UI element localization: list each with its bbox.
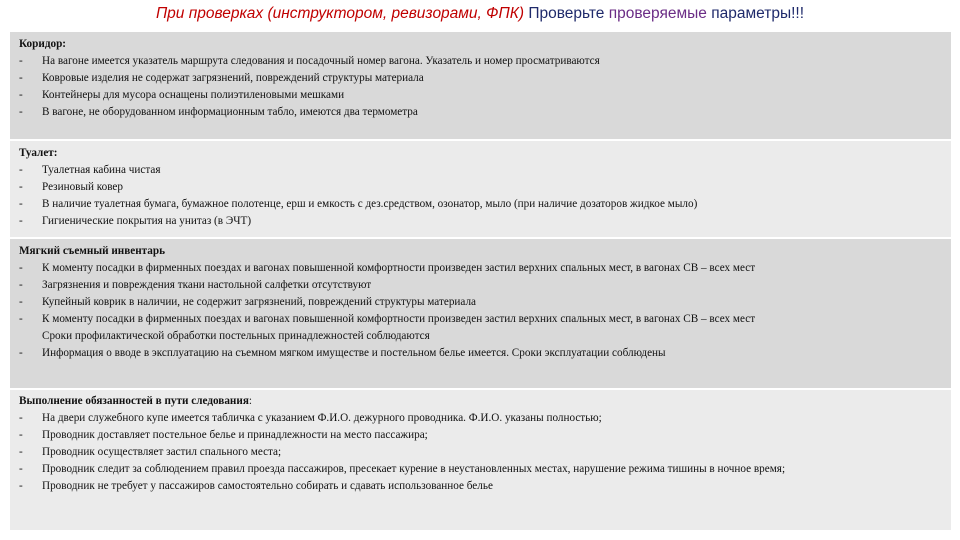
list-item: - На вагоне имеется указатель маршрута следования и посадочный номер вагона. Указатель и номер просматриваются [19, 53, 943, 70]
bullet-dash: - [19, 296, 23, 308]
section-title: Мягкий съемный инвентарь [19, 245, 166, 257]
bullet-dash: - [19, 89, 23, 101]
list-item: - Резиновый ковер [19, 179, 943, 196]
list-item: - К моменту посадки в фирменных поездах и вагонах повышенной комфортности произведен застил верхних спальных мест, в вагонах СВ – всех мест Сроки профилактической обработки постельных принадлежностей соблюдаются [19, 311, 943, 345]
list-item-continuation: Сроки профилактической обработки постельных принадлежностей соблюдаются [42, 330, 430, 342]
list-item: - Проводник осуществляет застил спального места; [19, 444, 943, 461]
bullet-dash: - [19, 429, 23, 441]
title-params-part: параметры!!! [706, 5, 805, 22]
bullet-dash: - [19, 215, 23, 227]
section-soft-inventory [10, 239, 951, 388]
bullet-dash: - [19, 55, 23, 67]
list-item: - К моменту посадки в фирменных поездах и вагонах повышенной комфортности произведен застил верхних спальных мест, в вагонах СВ – всех мест [19, 260, 943, 277]
bullet-dash: - [19, 262, 23, 274]
list-item: - На двери служебного купе имеется табличка с указанием Ф.И.О. дежурного проводника. Ф.И.О. указаны полностью; [19, 410, 943, 427]
section-corridor [10, 32, 951, 139]
list-item: - Туалетная кабина чистая [19, 162, 943, 179]
list-item: - Купейный коврик в наличии, не содержит загрязнений, повреждений структуры материала [19, 294, 943, 311]
list-item: - Проводник не требует у пассажиров самостоятельно собирать и сдавать использованное белье [19, 478, 943, 495]
bullet-dash: - [19, 446, 23, 458]
section-title: Выполнение обязанностей в пути следования: [19, 395, 252, 407]
section-toilet [10, 141, 951, 237]
bullet-dash: - [19, 164, 23, 176]
bullet-dash: - [19, 279, 23, 291]
bullet-dash: - [19, 463, 23, 475]
section-title: Коридор: [19, 38, 67, 50]
list-item: - Гигиенические покрытия на унитаз (в ЭЧТ) [19, 213, 943, 230]
bullet-dash: - [19, 181, 23, 193]
bullet-dash: - [19, 480, 23, 492]
list-item: - В наличие туалетная бумага, бумажное полотенце, ерш и емкость с дез.средством, озонатор, мыло (при наличие дозаторов жидкое мыло) [19, 196, 943, 213]
section-duties-en-route [10, 390, 951, 530]
list-item: - В вагоне, не оборудованном информационным табло, имеются два термометра [19, 104, 943, 121]
list-item: - Информация о вводе в эксплуатацию на съемном мягком имуществе и постельном белье имеется. Сроки эксплуатации соблюдены [19, 345, 943, 362]
list-item: - Контейнеры для мусора оснащены полиэтиленовыми мешками [19, 87, 943, 104]
bullet-dash: - [19, 412, 23, 424]
bullet-dash: - [19, 106, 23, 118]
list-item: - Загрязнения и повреждения ткани настольной салфетки отсутствуют [19, 277, 943, 294]
section-title: Туалет: [19, 147, 58, 159]
title-check-part: Проверьте [524, 5, 609, 22]
title-inspection-part: При проверках (инструктором, ревизорами, ФПК) [155, 5, 525, 22]
slide-title [0, 4, 960, 24]
list-item: - Проводник следит за соблюдением правил проезда пассажиров, пресекает курение в неустановленных местах, нарушение режима тишины в ночное время; [19, 461, 943, 478]
bullet-dash: - [19, 347, 23, 359]
bullet-dash: - [19, 72, 23, 84]
bullet-dash: - [19, 198, 23, 210]
list-item: - Проводник доставляет постельное белье и принадлежности на место пассажира; [19, 427, 943, 444]
list-item: - Ковровые изделия не содержат загрязнений, повреждений структуры материала [19, 70, 943, 87]
bullet-dash: - [19, 313, 23, 325]
title-checked-word: проверяемые [608, 5, 707, 22]
